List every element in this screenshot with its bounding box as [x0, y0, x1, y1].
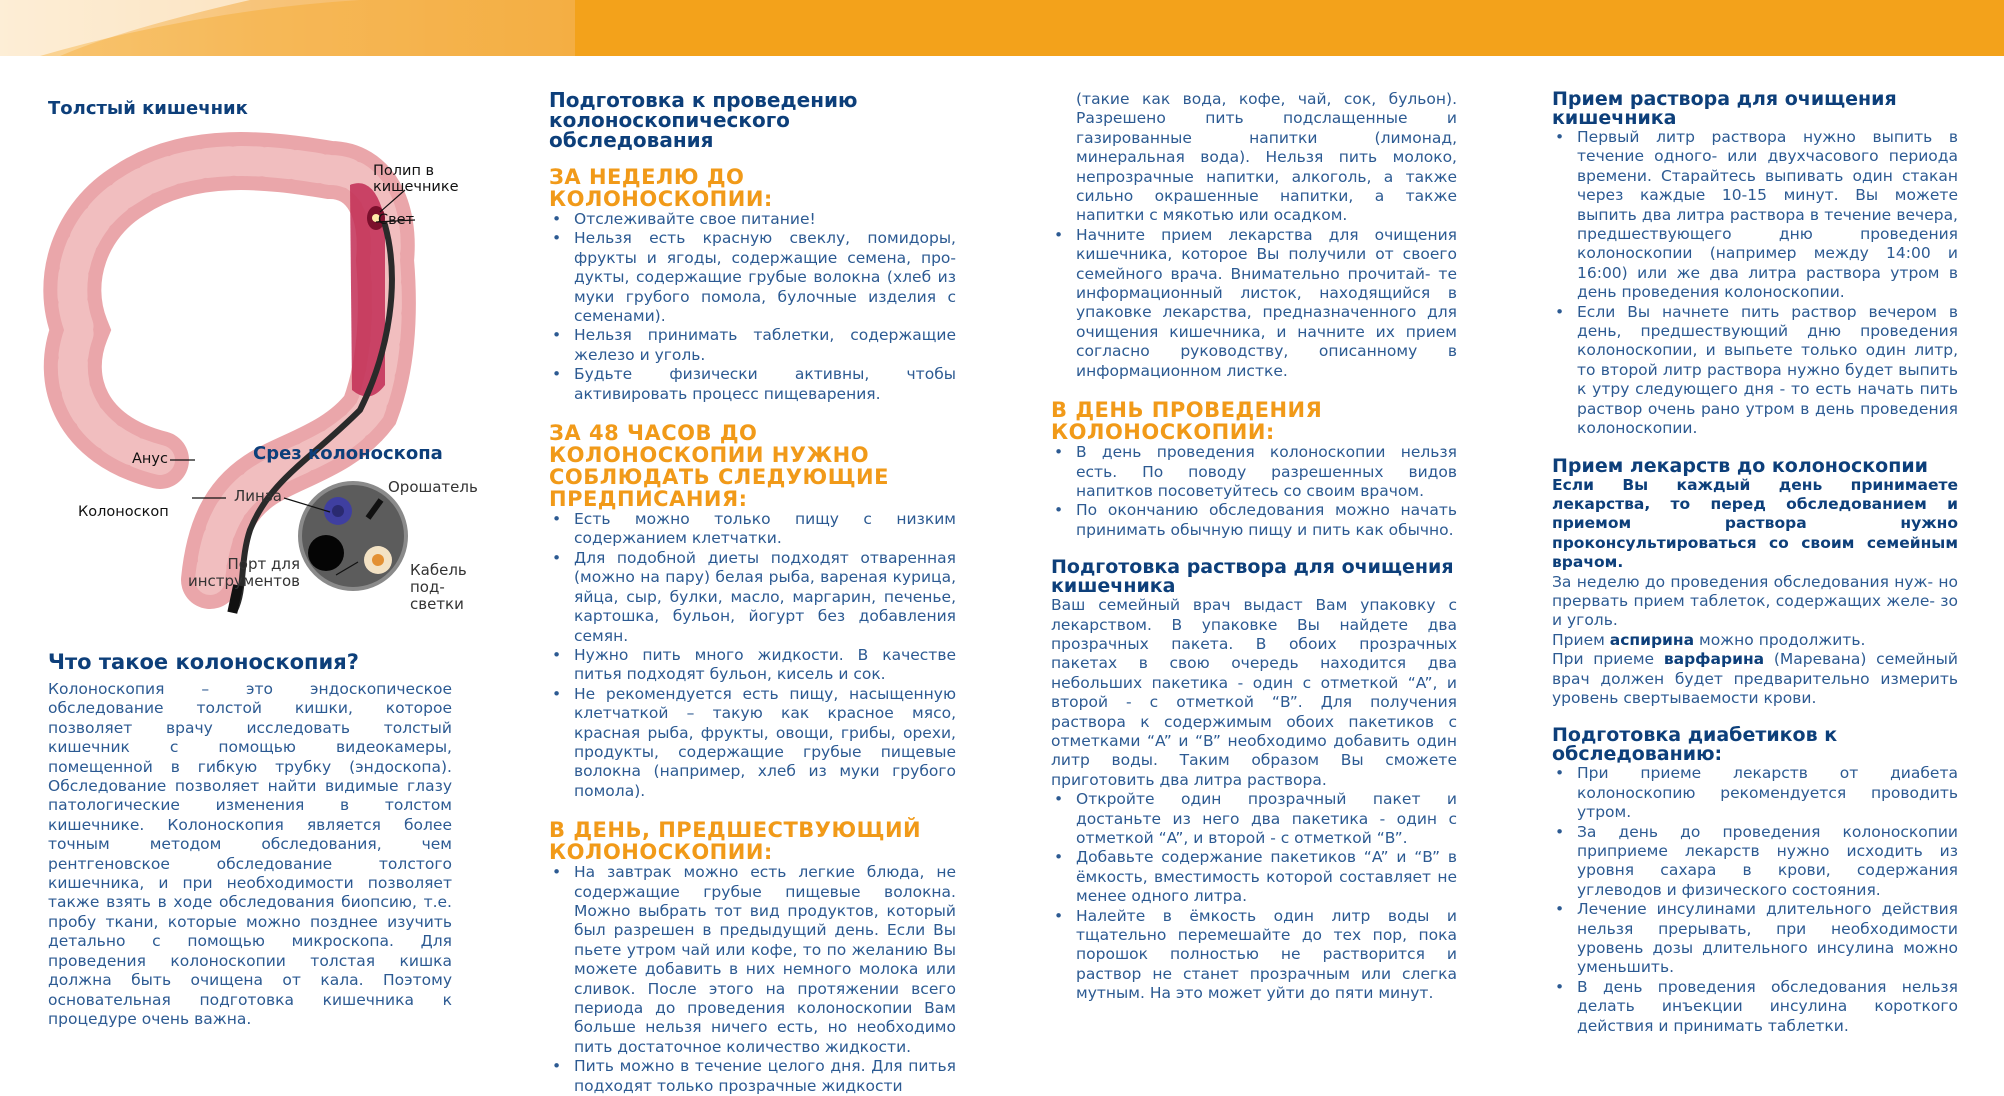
label-anus: Анус	[132, 451, 168, 467]
label-colonoscope: Колоноскоп	[78, 504, 169, 520]
list-item: • Нельзя принимать таблетки, содержащие железо и уголь.	[549, 326, 956, 365]
list-item: • Если Вы начнете пить раствор вечером в день, предшествующий дню проведения колоноскопии, и выпьете только один литр, то второй литр раствора нужно будет выпить к утру следующего дня - то есть начать пить раствор очень рано утром в день проведения колоноскопии.	[1552, 303, 1958, 439]
h48-heading: ЗА 48 ЧАСОВ ДО КОЛОНОСКОПИИ НУЖНО СОБЛЮДАТЬ СЛЕДУЮЩИЕ ПРЕДПИСАНИЯ:	[549, 421, 889, 512]
list-item: • Нужно пить много жидкости. В качестве питья подходят бульон, кисель и сок.	[549, 646, 956, 685]
label-cable: Кабель под- светки	[410, 561, 467, 613]
list-item: • За день до проведения колоноскопии приприеме лекарств нужно исходить из уровня сахара в крови, содержания углеводов и физического состояния.	[1552, 823, 1958, 901]
label-port: Порт для инструментов	[187, 555, 300, 590]
solution-prep-list	[1051, 790, 1457, 1003]
list-item: • Добавьте содержание пакетиков “A” и “B” в ёмкость, вместимость которой составляет не менее одного литра.	[1051, 848, 1457, 906]
list-item: • При приеме лекарств от диабета колоноскопию рекомендуется проводить утром.	[1552, 764, 1958, 822]
list-item: • В день проведения обследования нельзя делать инъекции инсулина короткого действия и принимать таблетки.	[1552, 978, 1958, 1036]
list-item: • Начните прием лекарства для очищения кишечника, которое Вы получили от своего семейного врача. Внимательно прочитай- те информационный листок, находящийся в упаковке лекарства, предназначенного для очищения кишечника, и начните их прием согласно руководству, описанному в информационном листке.	[1051, 226, 1457, 381]
day-before-heading: В ДЕНЬ, ПРЕДШЕСТВУЮЩИЙ КОЛОНОСКОПИИ:	[549, 818, 922, 865]
prep-main-title: Подготовка к проведению колоноскопического обследования	[549, 88, 858, 152]
day-before-list	[549, 863, 956, 1096]
label-irrigator: Орошатель	[388, 478, 478, 496]
scope-section-title: Срез колоноскопа	[253, 443, 443, 464]
list-item: • Пить можно в течение целого дня. Для питья подходят только прозрачные жидкости	[549, 1057, 956, 1096]
solution-prep-title: Подготовка раствора для очищения кишечника	[1051, 556, 1454, 598]
list-item: • На завтрак можно есть легкие блюда, не содержащие грубые пищевые волокна. Можно выбрать тот вид продуктов, который был разрешен в предыдущий день. Если Вы пьете утром чай или кофе, то по желанию Вы можете добавить в них немного молока или сливок. После этого на протяжении всего периода до проведения колоноскопии Вам больше нельзя ничего есть, но необходимо пить достаточное количество жидкости.	[549, 863, 956, 1057]
solution-intake-list	[1552, 128, 1958, 439]
warfarin-term: варфарина	[1663, 650, 1765, 669]
top-banner	[0, 0, 2004, 56]
list-item: • В день проведения колоноскопии нельзя есть. По поводу разрешенных видов напитков посоветуйтесь со своим врачом.	[1051, 443, 1457, 501]
column-4	[1552, 90, 1958, 1036]
procedure-day-heading: В ДЕНЬ ПРОВЕДЕНИЯ КОЛОНОСКОПИИ:	[1051, 398, 1323, 445]
medication-bold-text: Если Вы каждый день принимаете лекарства, то перед обследованием и приемом раствора нужно проконсультироваться со своим семейным врачом.	[1552, 475, 1958, 572]
week-heading: ЗА НЕДЕЛЮ ДО КОЛОНОСКОПИИ:	[549, 165, 773, 211]
continued-item: (такие как вода, кофе, чай, сок, бульон). Разрешено пить подслащенные и газированные напитки (лимонад, минеральная вода). Нельзя пить молоко, непрозрачные напитки, алкоголь, а также сильно окрашенные напитки, а также напитки с мякотью или осадком.	[1076, 90, 1457, 225]
list-item: • Нельзя есть красную свеклу, помидоры, фрукты и ягоды, содержащие семена, про- дукты, содержащие грубые волокна (хлеб из муки грубого помола, булочные изделия с семенами).	[549, 229, 956, 326]
medication-text-1: За неделю до проведения обследования нуж- но прервать прием таблеток, содержащих желе- зо и уголь.	[1552, 572, 1958, 630]
illustration-title: Толстый кишечник	[48, 98, 248, 119]
list-item: • Не рекомендуется есть пищу, насыщенную клетчаткой – такую как красное мясо, красная рыба, фрукты, овощи, грибы, орехи, продукты, содержащие грубые пищевые волокна (например, хлеб из муки грубого помола).	[549, 685, 956, 801]
list-item: • Отслеживайте свое питание!	[549, 210, 956, 229]
continued-list	[1051, 226, 1457, 381]
list-item: • Налейте в ёмкость один литр воды и тщательно перемешайте до тех пор, пока порошок полностью не растворится и раствор не станет прозрачным или слегка мутным. На это может уйти до пяти минут.	[1051, 907, 1457, 1004]
list-item: • Есть можно только пищу с низким содержанием клетчатки.	[549, 510, 956, 549]
week-list	[549, 210, 956, 404]
diabetes-list	[1552, 764, 1958, 1036]
banner-swoosh	[0, 0, 575, 56]
list-item: • По окончанию обследования можно начать принимать обычную пищу и пить как обычно.	[1051, 501, 1457, 540]
solution-prep-text: Ваш семейный врач выдаст Вам упаковку с лекарством. В упаковке Вы найдете два прозрачных пакета. В обоих прозрачных пакетах в свою очередь находится два небольших пакетика - один с отметкой “A”, и второй - с отметкой “B”. Для получения раствора к содержимым обоих пакетиков с отметками “A” и “B” необходимо добавить один литр воды. Таким образом Вы сможете приготовить два литра раствора.	[1051, 596, 1457, 789]
column-3	[1051, 90, 1457, 1004]
h48-list	[549, 510, 956, 801]
list-item: • Для подобной диеты подходят отваренная (можно на пару) белая рыба, вареная курица, яйца, сыр, булки, масло, маргарин, печенье, картошка, бульон, йогурт без добавления семян.	[549, 549, 956, 646]
label-light: Свет	[378, 212, 415, 228]
column-2	[549, 90, 956, 1096]
label-lens: Линза	[234, 487, 283, 505]
diabetes-title: Подготовка диабетиков к обследованию:	[1552, 724, 1838, 766]
list-item: • Откройте один прозрачный пакет и достаньте из него два пакетика - один с отметкой “A”, и второй - с отметкой “B”.	[1051, 790, 1457, 848]
list-item: • Первый литр раствора нужно выпить в течение одного- или двухчасового периода времени. Старайтесь выпивать один стакан через каждые 10-15 минут. Вы можете выпить два литра раствора в течение вечера, предшествующего дню проведения колоноскопии (например между 14:00 и 16:00) или же два литра раствора утром в день проведения колоноскопии.	[1552, 128, 1958, 303]
what-is-text: Колоноскопия – это эндоскопическое обследование толстой кишки, которое позволяет врачу исследовать толстый кишечник с помощью видеокамеры, помещенной в гибкую трубку (эндоскопа). Обследование позволяет найти видимые глазу патологические изменения в толстом кишечнике. Колоноскопия является более точным методом обследования, чем рентгеновское обследование толстого кишечника, и при необходимости позволяет также взять в ходе обследования биопсию, т.е. пробу ткани, которые можно позднее изучить детально с помощью микроскопа. Для проведения колоноскопии толстая кишка должна быть очищена от кала. Поэтому основательная подготовка кишечника к процедуре очень важна.	[48, 680, 452, 1028]
label-polyp: Полип в кишечнике	[373, 163, 459, 195]
aspirin-term: аспирина	[1609, 630, 1695, 649]
medication-text-3: При приеме варфарина (Маревана) семейный врач должен будет предварительно измерить уровень свертываемости крови.	[1552, 650, 1958, 707]
list-item: • Будьте физически активны, чтобы активировать процесс пищеварения.	[549, 365, 956, 404]
what-is-title: Что такое колоноскопия?	[48, 650, 359, 674]
procedure-day-list	[1051, 443, 1457, 540]
solution-intake-title: Прием раствора для очищения кишечника	[1552, 88, 1897, 129]
medication-title: Прием лекарств до колоноскопии	[1552, 454, 1928, 477]
medication-text-2: Прием аспирина можно продолжить.	[1552, 630, 1866, 649]
list-item: • Лечение инсулинами длительного действия нельзя прерывать, при необходимости уровень дозы длительного инсулина можно уменьшить.	[1552, 900, 1958, 978]
